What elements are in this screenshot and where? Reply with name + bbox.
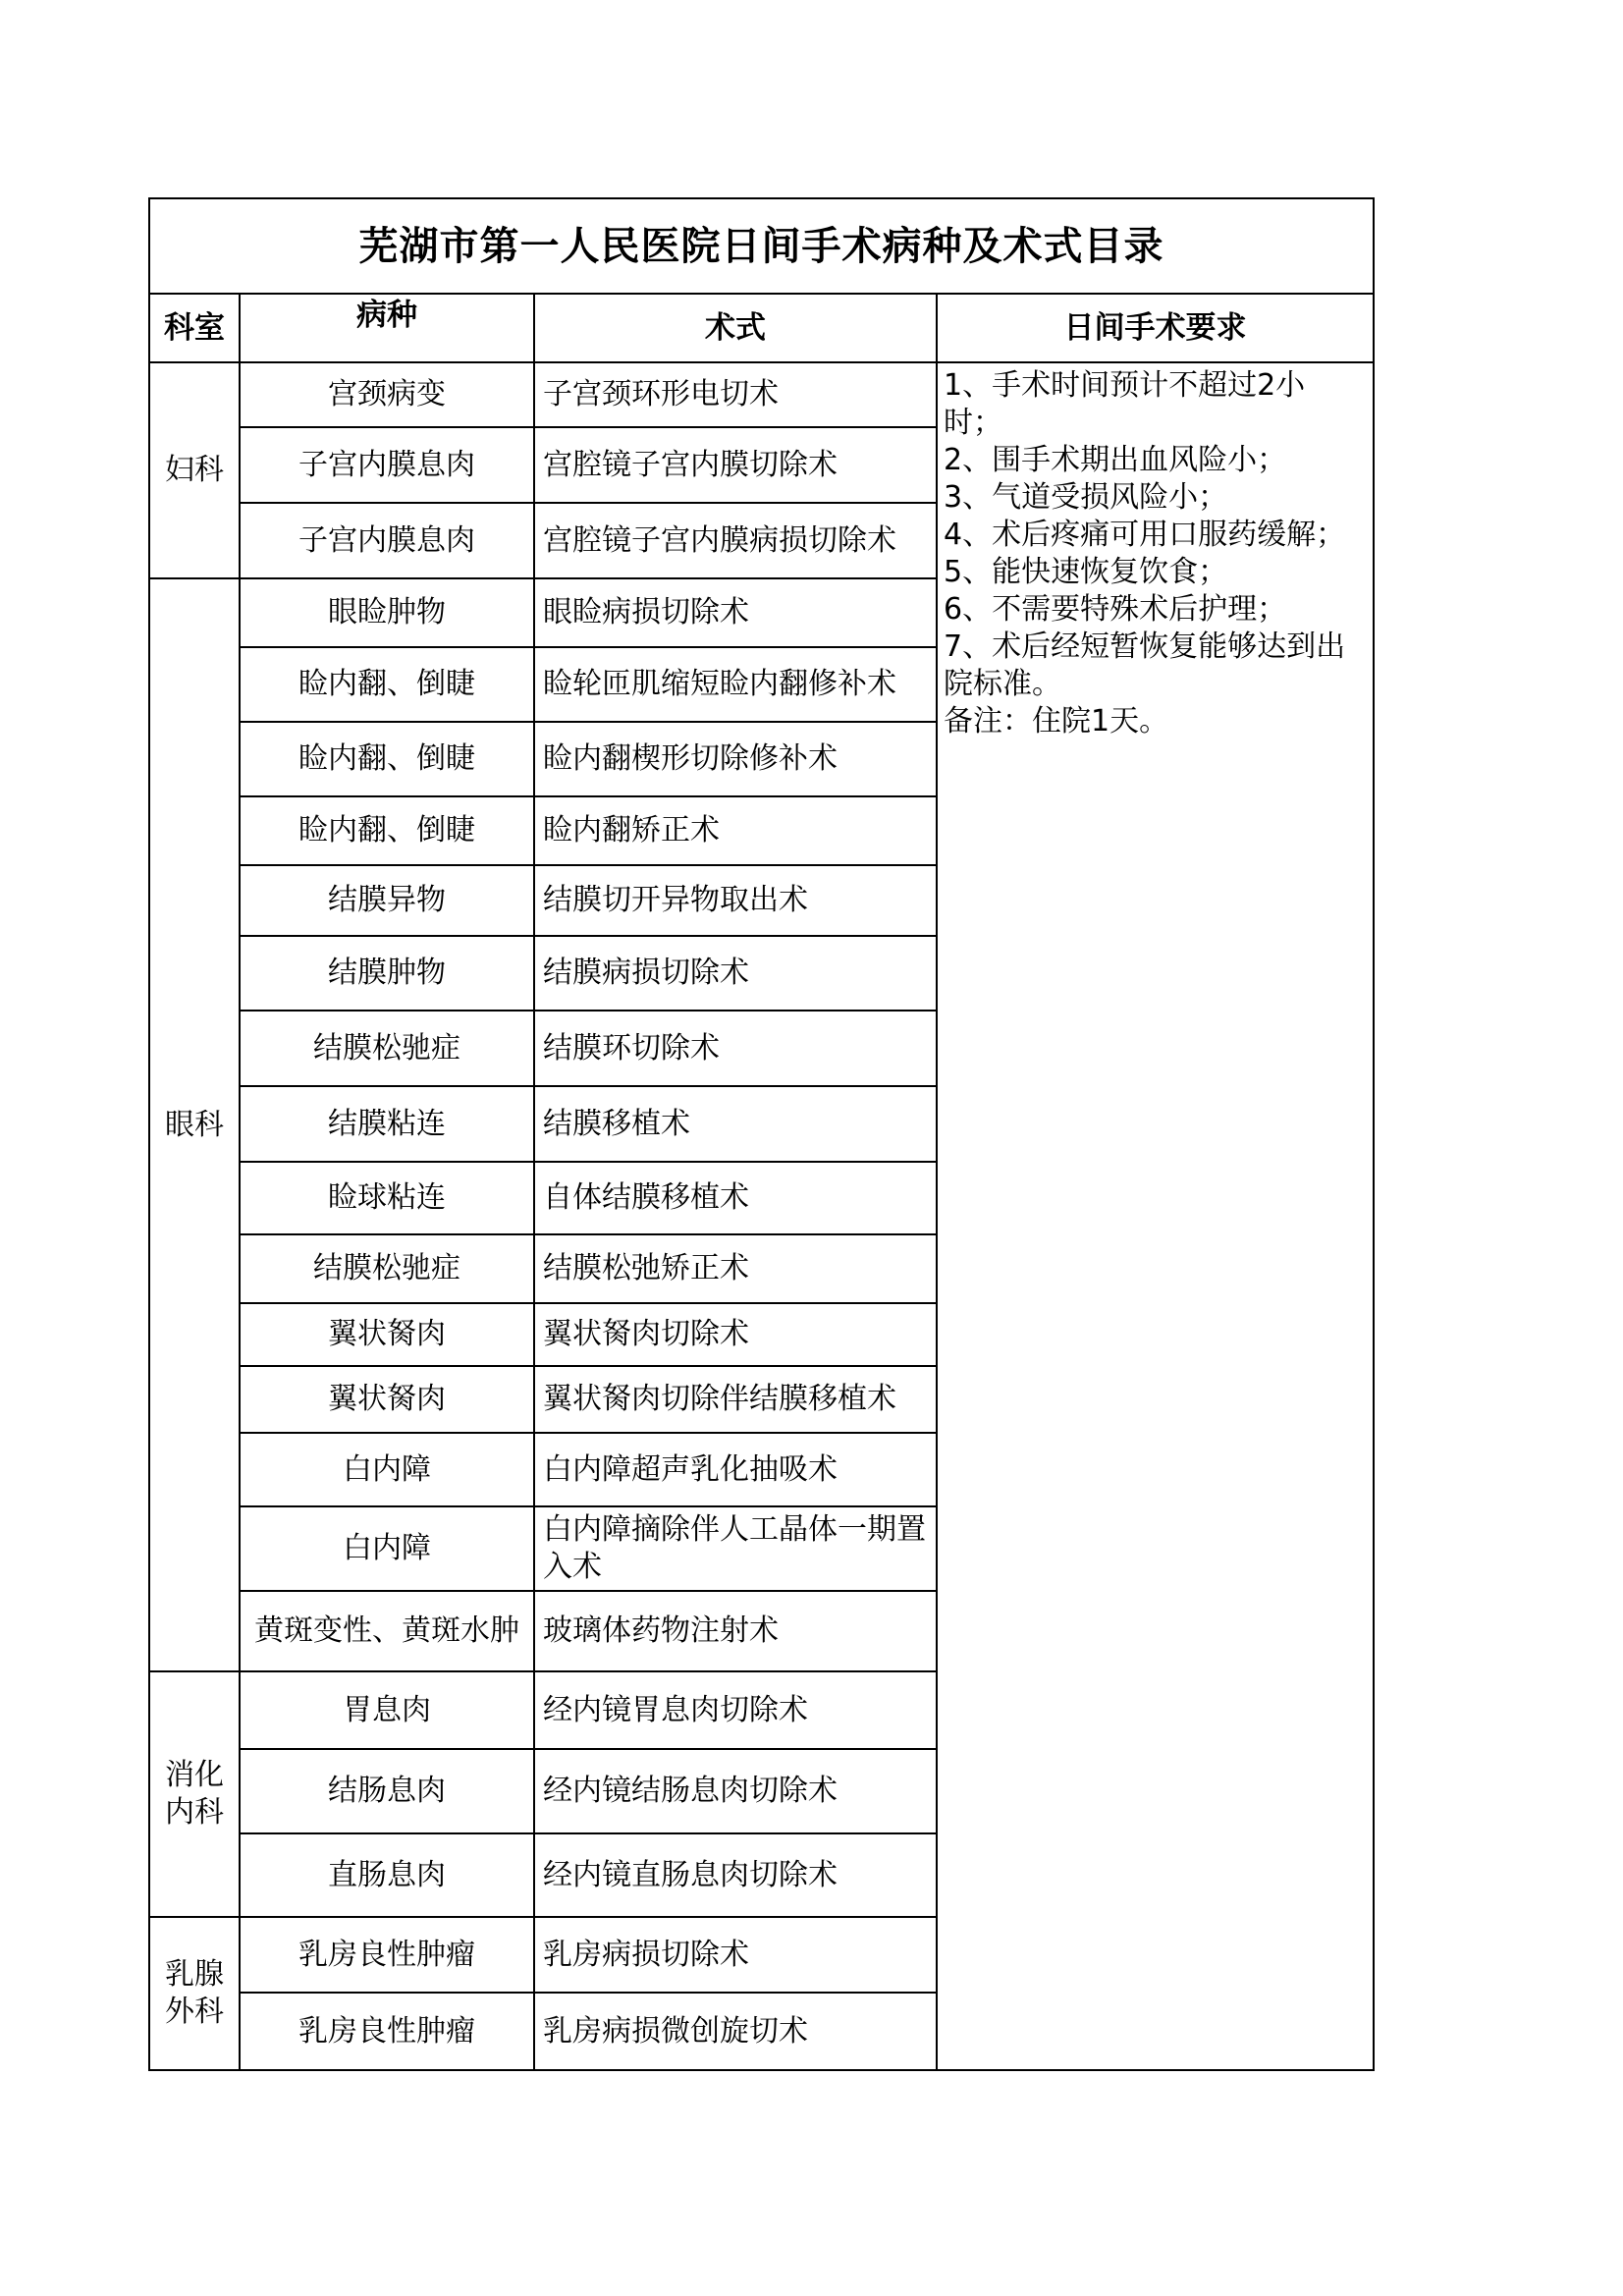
procedure-cell: 睑内翻楔形切除修补术: [534, 722, 937, 796]
header-procedure: 术式: [534, 294, 937, 362]
disease-cell: 结膜肿物: [240, 936, 534, 1011]
department-cell: 消化内科: [149, 1671, 240, 1917]
procedure-cell: 经内镜直肠息肉切除术: [534, 1833, 937, 1917]
disease-cell: 眼睑肿物: [240, 578, 534, 647]
header-dept: 科室: [149, 294, 240, 362]
header-disease: 病种: [240, 294, 534, 362]
department-cell: 妇科: [149, 362, 240, 578]
disease-cell: 直肠息肉: [240, 1833, 534, 1917]
disease-cell: 乳房良性肿瘤: [240, 1993, 534, 2070]
page-title: 芜湖市第一人民医院日间手术病种及术式目录: [149, 198, 1374, 294]
procedure-cell: 宫腔镜子宫内膜切除术: [534, 427, 937, 503]
disease-cell: 睑内翻、倒睫: [240, 647, 534, 722]
requirement-line: 6、不需要特殊术后护理；: [944, 592, 1287, 627]
disease-cell: 睑内翻、倒睫: [240, 796, 534, 865]
procedure-cell: 乳房病损微创旋切术: [534, 1993, 937, 2070]
disease-cell: 结膜异物: [240, 865, 534, 936]
procedure-cell: 结膜环切除术: [534, 1011, 937, 1086]
procedure-cell: 白内障摘除伴人工晶体一期置入术: [534, 1506, 937, 1591]
disease-cell: 子宫内膜息肉: [240, 503, 534, 578]
header-requirements: 日间手术要求: [937, 294, 1374, 362]
procedure-cell: 翼状胬肉切除伴结膜移植术: [534, 1366, 937, 1433]
requirement-line: 备注：住院1天。: [944, 704, 1169, 738]
disease-cell: 子宫内膜息肉: [240, 427, 534, 503]
requirement-line: 时；: [944, 406, 1002, 440]
header-row: [149, 294, 1374, 362]
procedure-cell: 结膜松弛矫正术: [534, 1234, 937, 1303]
procedure-cell: 玻璃体药物注射术: [534, 1591, 937, 1671]
procedure-cell: 睑内翻矫正术: [534, 796, 937, 865]
procedure-cell: 自体结膜移植术: [534, 1162, 937, 1234]
disease-cell: 睑球粘连: [240, 1162, 534, 1234]
disease-cell: 宫颈病变: [240, 362, 534, 427]
disease-cell: 乳房良性肿瘤: [240, 1917, 534, 1993]
procedure-cell: 经内镜胃息肉切除术: [534, 1671, 937, 1749]
disease-cell: 翼状胬肉: [240, 1303, 534, 1366]
procedure-cell: 经内镜结肠息肉切除术: [534, 1749, 937, 1833]
disease-cell: 结膜粘连: [240, 1086, 534, 1162]
disease-cell: 胃息肉: [240, 1671, 534, 1749]
procedure-cell: 眼睑病损切除术: [534, 578, 937, 647]
disease-cell: 黄斑变性、黄斑水肿: [240, 1591, 534, 1671]
title-row: [149, 198, 1374, 294]
procedure-cell: 结膜切开异物取出术: [534, 865, 937, 936]
disease-cell: 结膜松驰症: [240, 1234, 534, 1303]
requirement-line: 5、能快速恢复饮食；: [944, 555, 1228, 589]
requirement-line: 1、手术时间预计不超过2小: [944, 368, 1306, 403]
procedure-cell: 睑轮匝肌缩短睑内翻修补术: [534, 647, 937, 722]
requirement-line: 3、气道受损风险小；: [944, 480, 1228, 515]
department-cell: 眼科: [149, 578, 240, 1671]
disease-cell: 结膜松驰症: [240, 1011, 534, 1086]
table-row: [149, 362, 1374, 427]
procedure-cell: 结膜移植术: [534, 1086, 937, 1162]
requirement-line: 院标准。: [944, 667, 1061, 701]
department-cell: 乳腺外科: [149, 1917, 240, 2070]
requirement-line: 4、术后疼痛可用口服药缓解；: [944, 518, 1346, 552]
requirements-cell: [937, 362, 1374, 2070]
requirement-line: 7、术后经短暂恢复能够达到出: [944, 629, 1346, 664]
surgery-catalog-table: [148, 197, 1375, 2071]
disease-cell: 白内障: [240, 1433, 534, 1506]
disease-cell: 白内障: [240, 1506, 534, 1591]
procedure-cell: 乳房病损切除术: [534, 1917, 937, 1993]
requirement-line: 2、围手术期出血风险小；: [944, 443, 1287, 477]
disease-cell: 翼状胬肉: [240, 1366, 534, 1433]
procedure-cell: 宫腔镜子宫内膜病损切除术: [534, 503, 937, 578]
procedure-cell: 翼状胬肉切除术: [534, 1303, 937, 1366]
disease-cell: 结肠息肉: [240, 1749, 534, 1833]
disease-cell: 睑内翻、倒睫: [240, 722, 534, 796]
procedure-cell: 白内障超声乳化抽吸术: [534, 1433, 937, 1506]
procedure-cell: 子宫颈环形电切术: [534, 362, 937, 427]
procedure-cell: 结膜病损切除术: [534, 936, 937, 1011]
